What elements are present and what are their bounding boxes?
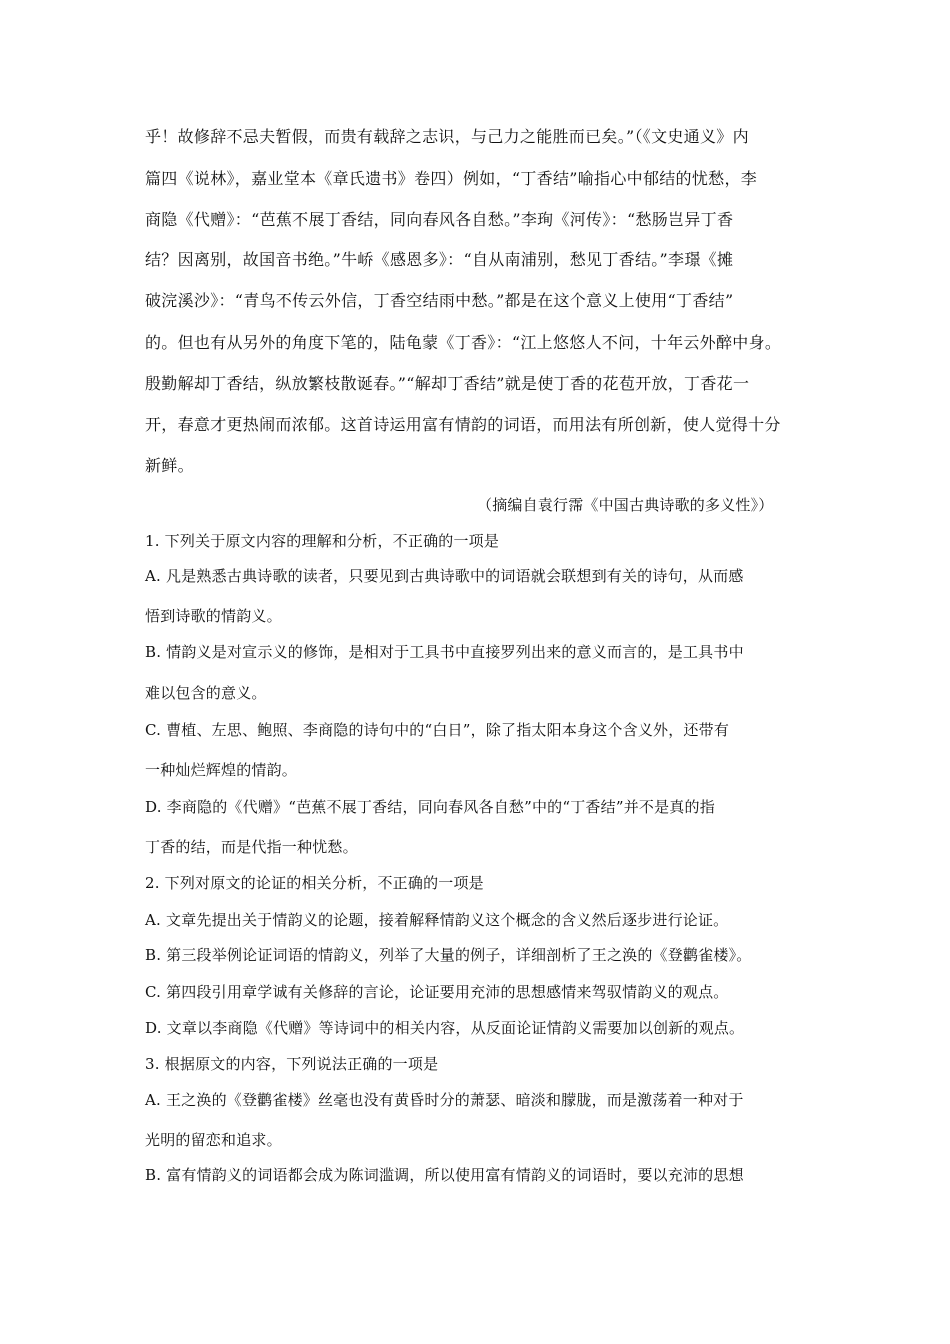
question-1-option-c: C. 曹植、左思、鲍照、李商隐的诗句中的“白日”，除了指太阳本身这个含义外，还带有 [145,721,730,739]
passage-line: 新鲜。 [145,456,194,475]
question-2-option-c: C. 第四段引用章学诚有关修辞的言论，论证要用充沛的思想感情来驾驭情韵义的观点。 [145,983,729,1001]
question-1-option-d: D. 李商隐的《代赠》“芭蕉不展丁香结，同向春风各自愁”中的“丁香结”并不是真的指 [145,798,715,816]
question-3-option-a-cont: 光明的留恋和追求。 [145,1131,282,1149]
passage-line: 乎！故修辞不忌夫暂假，而贵有载辞之志识，与己力之能胜而已矣。”（《文史通义》内 [145,127,749,146]
question-1-option-b: B. 情韵义是对宣示义的修饰，是相对于工具书中直接罗列出来的意义而言的，是工具书中 [145,643,744,661]
question-1-option-a-cont: 悟到诗歌的情韵义。 [145,607,282,625]
question-2-option-a: A. 文章先提出关于情韵义的论题，接着解释情韵义这个概念的含义然后逐步进行论证。 [145,911,729,929]
passage-line: 殷勤解却丁香结，纵放繁枝散诞春。”“解却丁香结”就是使丁香的花苞开放，丁香花一 [145,374,750,393]
passage-line: 的。但也有从另外的角度下笔的，陆龟蒙《丁香》：“江上悠悠人不问，十年云外醉中身。 [145,333,782,352]
question-3-option-b: B. 富有情韵义的词语都会成为陈词滥调，所以使用富有情韵义的词语时，要以充沛的思想 [145,1166,744,1184]
question-3-option-a: A. 王之涣的《登鹳雀楼》丝毫也没有黄昏时分的萧瑟、暗淡和朦胧，而是激荡着一种对于 [145,1091,744,1109]
question-2-option-b: B. 第三段举例论证词语的情韵义，列举了大量的例子，详细剖析了王之涣的《登鹳雀楼》。 [145,946,752,964]
question-1-option-b-cont: 难以包含的意义。 [145,684,267,702]
question-1-option-c-cont: 一种灿烂辉煌的情韵。 [145,761,298,779]
question-2-option-d: D. 文章以李商隐《代赠》等诗词中的相关内容，从反面论证情韵义需要加以创新的观点。 [145,1019,745,1037]
question-1-option-a: A. 凡是熟悉古典诗歌的读者，只要见到古典诗歌中的词语就会联想到有关的诗句，从而感 [145,567,744,585]
passage-line: 破浣溪沙》：“青鸟不传云外信，丁香空结雨中愁。”都是在这个意义上使用“丁香结” [145,291,734,310]
question-1-option-d-cont: 丁香的结，而是代指一种忧愁。 [145,838,358,856]
source-citation: （摘编自袁行霈《中国古典诗歌的多义性》） [477,496,774,514]
passage-line: 结？因离别，故国音书绝。”牛峤《感恩多》：“自从南浦别，愁见丁香结。”李璟《摊 [145,250,734,269]
question-1-stem: 1. 下列关于原文内容的理解和分析，不正确的一项是 [145,532,500,550]
passage-line: 开，春意才更热闹而浓郁。这首诗运用富有情韵的词语，而用法有所创新，使人觉得十分 [145,415,781,434]
passage-line: 篇四《说林》，嘉业堂本《章氏遗书》卷四）例如，“丁香结”喻指心中郁结的忧愁，李 [145,169,758,188]
question-2-stem: 2. 下列对原文的论证的相关分析，不正确的一项是 [145,874,484,892]
passage-line: 商隐《代赠》：“芭蕉不展丁香结，同向春风各自愁。”李珣《河传》：“愁肠岂异丁香 [145,210,734,229]
question-3-stem: 3. 根据原文的内容，下列说法正确的一项是 [145,1055,439,1073]
